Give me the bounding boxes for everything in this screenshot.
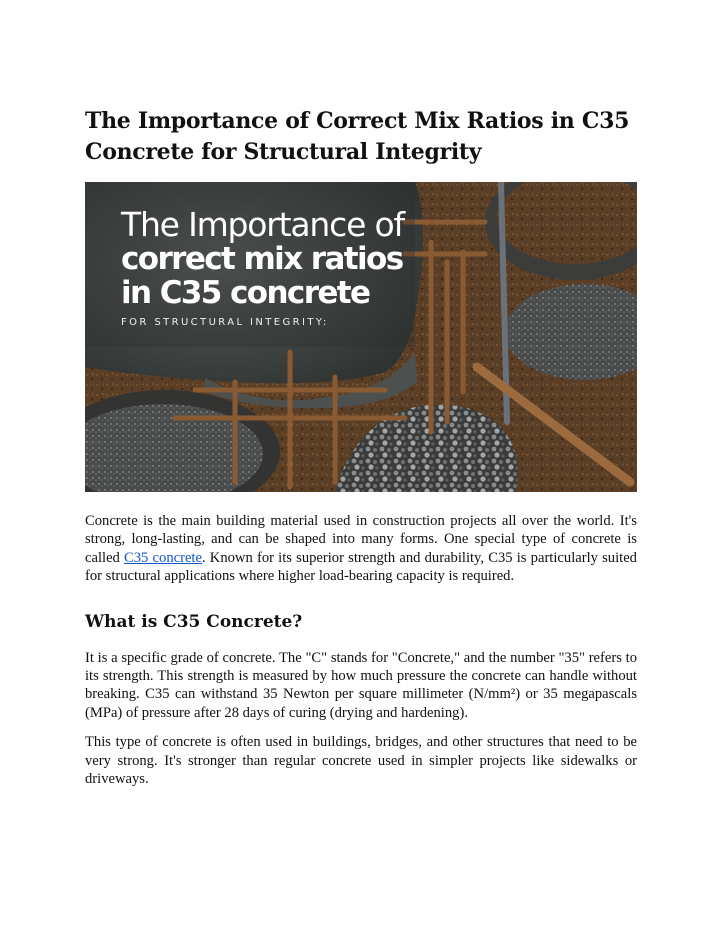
hero-subtitle: FOR STRUCTURAL INTEGRITY: [121,317,329,328]
intro-text-start: Concrete is the main building material used in construction projects all over the world. It's strong, long-lasting, and can be shaped into many forms. One special type of concrete is called [85,513,637,566]
hero-title-line-3: in C35 concrete [121,275,370,311]
intro-text-end: . Known for its superior strength and durability, C35 is particularly suited for structural applications where higher load-bearing capacity is required. [85,549,637,585]
intro-paragraph [85,512,637,586]
hero-image [85,182,637,492]
c35-concrete-link[interactable]: C35 concrete [124,549,202,566]
hero-title-line-2: correct mix ratios [121,241,403,277]
paragraph-c35-definition: It is a specific grade of concrete. The "C" stands for "Concrete," and the number "35" refers to its strength. This strength is measured by how much pressure the concrete can handle without breaking. C35 can withstand 35 Newton per square millimeter (N/mm²) or 35 megapascals (MPa) of pressure after 28 days of curing (drying and hardening). [85,649,637,721]
article-title: The Importance of Correct Mix Ratios in C35 Concrete for Structural Integrity [85,108,630,165]
article [85,106,637,788]
paragraph-c35-usage: This type of concrete is often used in buildings, bridges, and other structures that need to be very strong. It's stronger than regular concrete used in simpler projects like sidewalks or driveways. [85,734,637,788]
section-heading-what-is-c35: What is C35 Concrete? [85,611,303,632]
hero-title [121,205,404,328]
hero-title-line-1: The Importance of [121,205,404,244]
